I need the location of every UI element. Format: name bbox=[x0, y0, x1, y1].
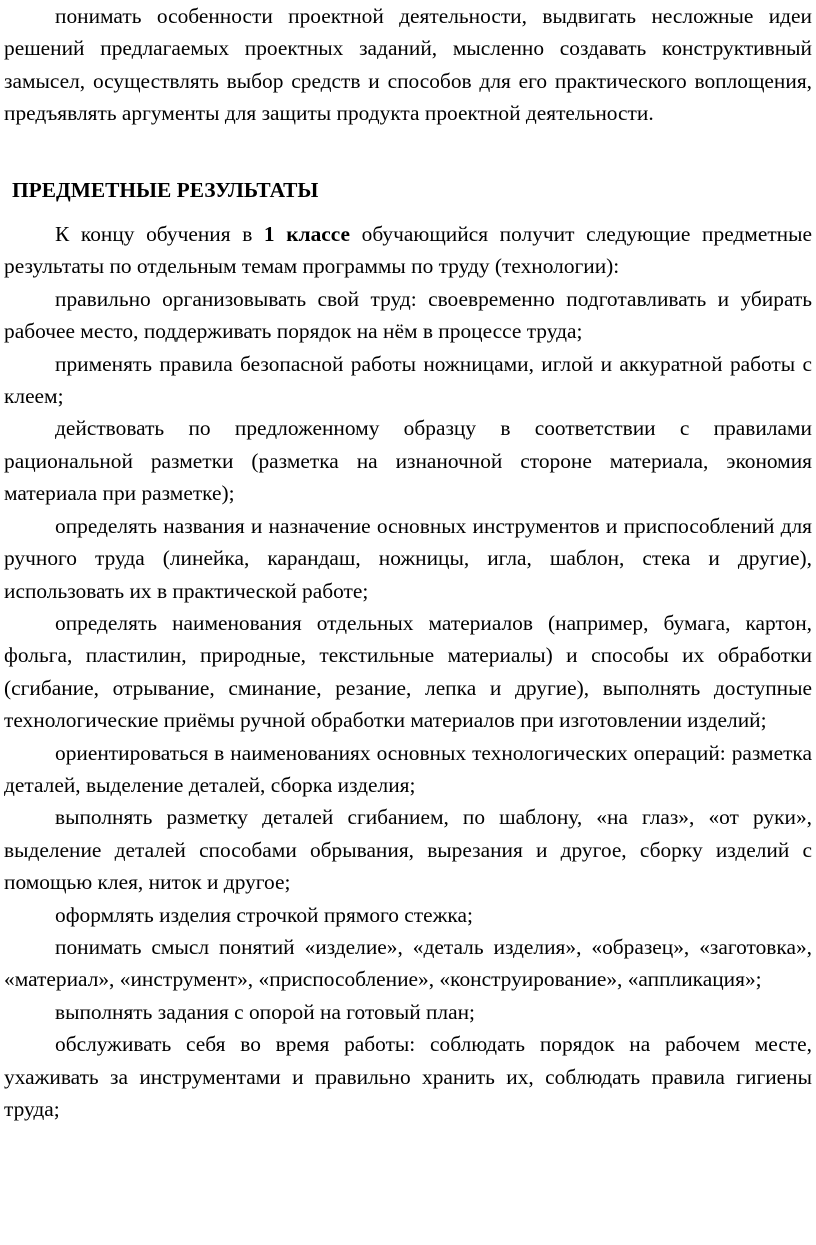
section-spacer bbox=[4, 130, 812, 174]
list-item: выполнять разметку деталей сгибанием, по шаблону, «на глаз», «от руки», выделение деталей способами обрывания, вырезания и другое, сборку изделий с помощью клея, ниток и другое; bbox=[4, 805, 812, 895]
lead-text-after: обучающийся получит следующие предметные результаты по отдельным темам программы по труду (технологии): bbox=[4, 222, 812, 279]
intro-paragraph: понимать особенности проектной деятельности, выдвигать несложные идеи решений предлагаемых проектных заданий, мысленно создавать конструктивный замысел, осуществлять выбор средств и способов для его практического воплощения, предъявлять аргументы для защиты продукта проектной деятельности. bbox=[4, 4, 812, 126]
list-item: оформлять изделия строчкой прямого стежка; bbox=[55, 902, 473, 927]
document-page bbox=[4, 0, 812, 1125]
section-heading: ПРЕДМЕТНЫЕ РЕЗУЛЬТАТЫ bbox=[12, 177, 319, 202]
list-item: правильно организовывать свой труд: своевременно подготавливать и убирать рабочее место, поддерживать порядок на нём в процессе труда; bbox=[4, 286, 812, 344]
list-item: выполнять задания с опорой на готовый план; bbox=[55, 999, 475, 1024]
lead-text-before: К концу обучения в bbox=[55, 222, 264, 247]
lead-paragraph bbox=[4, 218, 812, 283]
list-item: понимать смысл понятий «изделие», «деталь изделия», «образец», «заготовка», «материал», «инструмент», «приспособление», «конструирование», «аппликация»; bbox=[4, 934, 812, 992]
list-item: обслуживать себя во время работы: соблюдать порядок на рабочем месте, ухаживать за инструментами и правильно хранить их, соблюдать правила гигиены труда; bbox=[4, 1032, 812, 1121]
list-item: применять правила безопасной работы ножницами, иглой и аккуратной работы с клеем; bbox=[4, 351, 812, 409]
list-item: ориентироваться в наименованиях основных технологических операций: разметка деталей, выделение деталей, сборка изделия; bbox=[4, 740, 812, 797]
lead-text-grade: 1 классе bbox=[263, 222, 351, 247]
list-item: действовать по предложенному образцу в соответствии с правилами рациональной разметки (разметка на изнаночной стороне материала, экономия материала при разметке); bbox=[4, 416, 812, 506]
list-item: определять названия и назначение основных инструментов и приспособлений для ручного труда (линейка, карандаш, ножницы, игла, шаблон, стека и другие), использовать их в практической работе; bbox=[4, 513, 812, 603]
list-item: определять наименования отдельных материалов (например, бумага, картон, фольга, пластилин, природные, текстильные материалы) и способы их обработки (сгибание, отрывание, сминание, резание, лепка и другие), выполнять доступные технологические приёмы ручной обработки материалов при изготовлении изделий; bbox=[4, 610, 812, 733]
